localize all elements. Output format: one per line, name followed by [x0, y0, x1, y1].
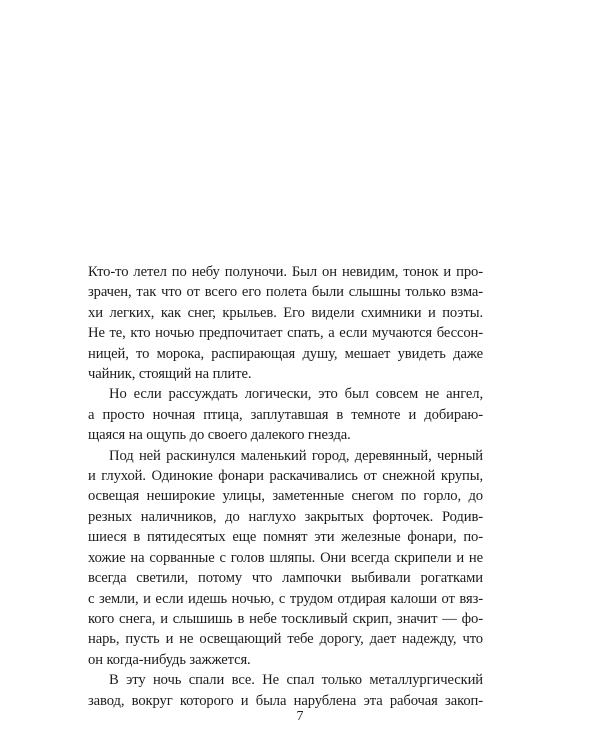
text-line: завод, вокруг которого и была нарублена эта рабочая закоп- — [88, 692, 483, 709]
text-line: резных наличников, до наглухо закрытых форточек. Родив- — [88, 508, 483, 525]
text-line: хожие на сорванные с голов шляпы. Они всегда скрипели и не — [88, 549, 483, 566]
text-line: он когда-нибудь зажжется. — [88, 651, 251, 668]
paragraph — [88, 384, 483, 445]
text-line: чайник, стоящий на плите. — [88, 366, 252, 383]
text-line: Не те, кто ночью предпочитает спать, а если мучаются бессон- — [88, 325, 483, 342]
text-line: шиеся в пятидесятых еще помнят эти железные фонари, по- — [88, 529, 483, 546]
text-line: и глухой. Одинокие фонари раскачивались от снежной крупы, — [88, 468, 483, 485]
page-number: 7 — [296, 709, 304, 724]
text-line: а просто ночная птица, заплутавшая в темноте и добираю- — [88, 406, 483, 423]
paragraph — [88, 670, 483, 711]
text-line: с земли, и если идешь ночью, с трудом отдирая калоши от вяз- — [88, 590, 483, 607]
text-line: Кто-то летел по небу полуночи. Был он невидим, тонок и про- — [88, 264, 483, 280]
text-line: освещая неширокие улицы, заметенные снегом по горло, до — [88, 488, 483, 505]
paragraph — [88, 262, 483, 384]
text-line: хи легких, как снег, крыльев. Его видели схимники и поэты. — [88, 304, 483, 321]
text-line: ницей, то морока, распирающая душу, мешает увидеть даже — [88, 345, 483, 362]
paragraph — [88, 446, 483, 670]
text-line: В эту ночь спали все. Не спал только металлургический — [109, 672, 483, 689]
body-text — [88, 262, 483, 711]
text-line: щаяся на ощупь до своего далекого гнезда. — [88, 427, 351, 444]
text-line: Под ней раскинулся маленький город, деревянный, черный — [109, 447, 483, 464]
text-line: Но если рассуждать логически, это был совсем не ангел, — [109, 386, 483, 403]
text-line: кого снега, и слышишь в небе тоскливый скрип, значит — фо- — [88, 610, 483, 627]
text-line: зрачен, так что от всего его полета были слышны только взма- — [88, 284, 483, 301]
text-line: всегда светили, потому что лампочки выбивали рогатками — [88, 570, 483, 587]
text-line: нарь, пусть и не освещающий тебе дорогу, дает надежду, что — [88, 631, 483, 648]
